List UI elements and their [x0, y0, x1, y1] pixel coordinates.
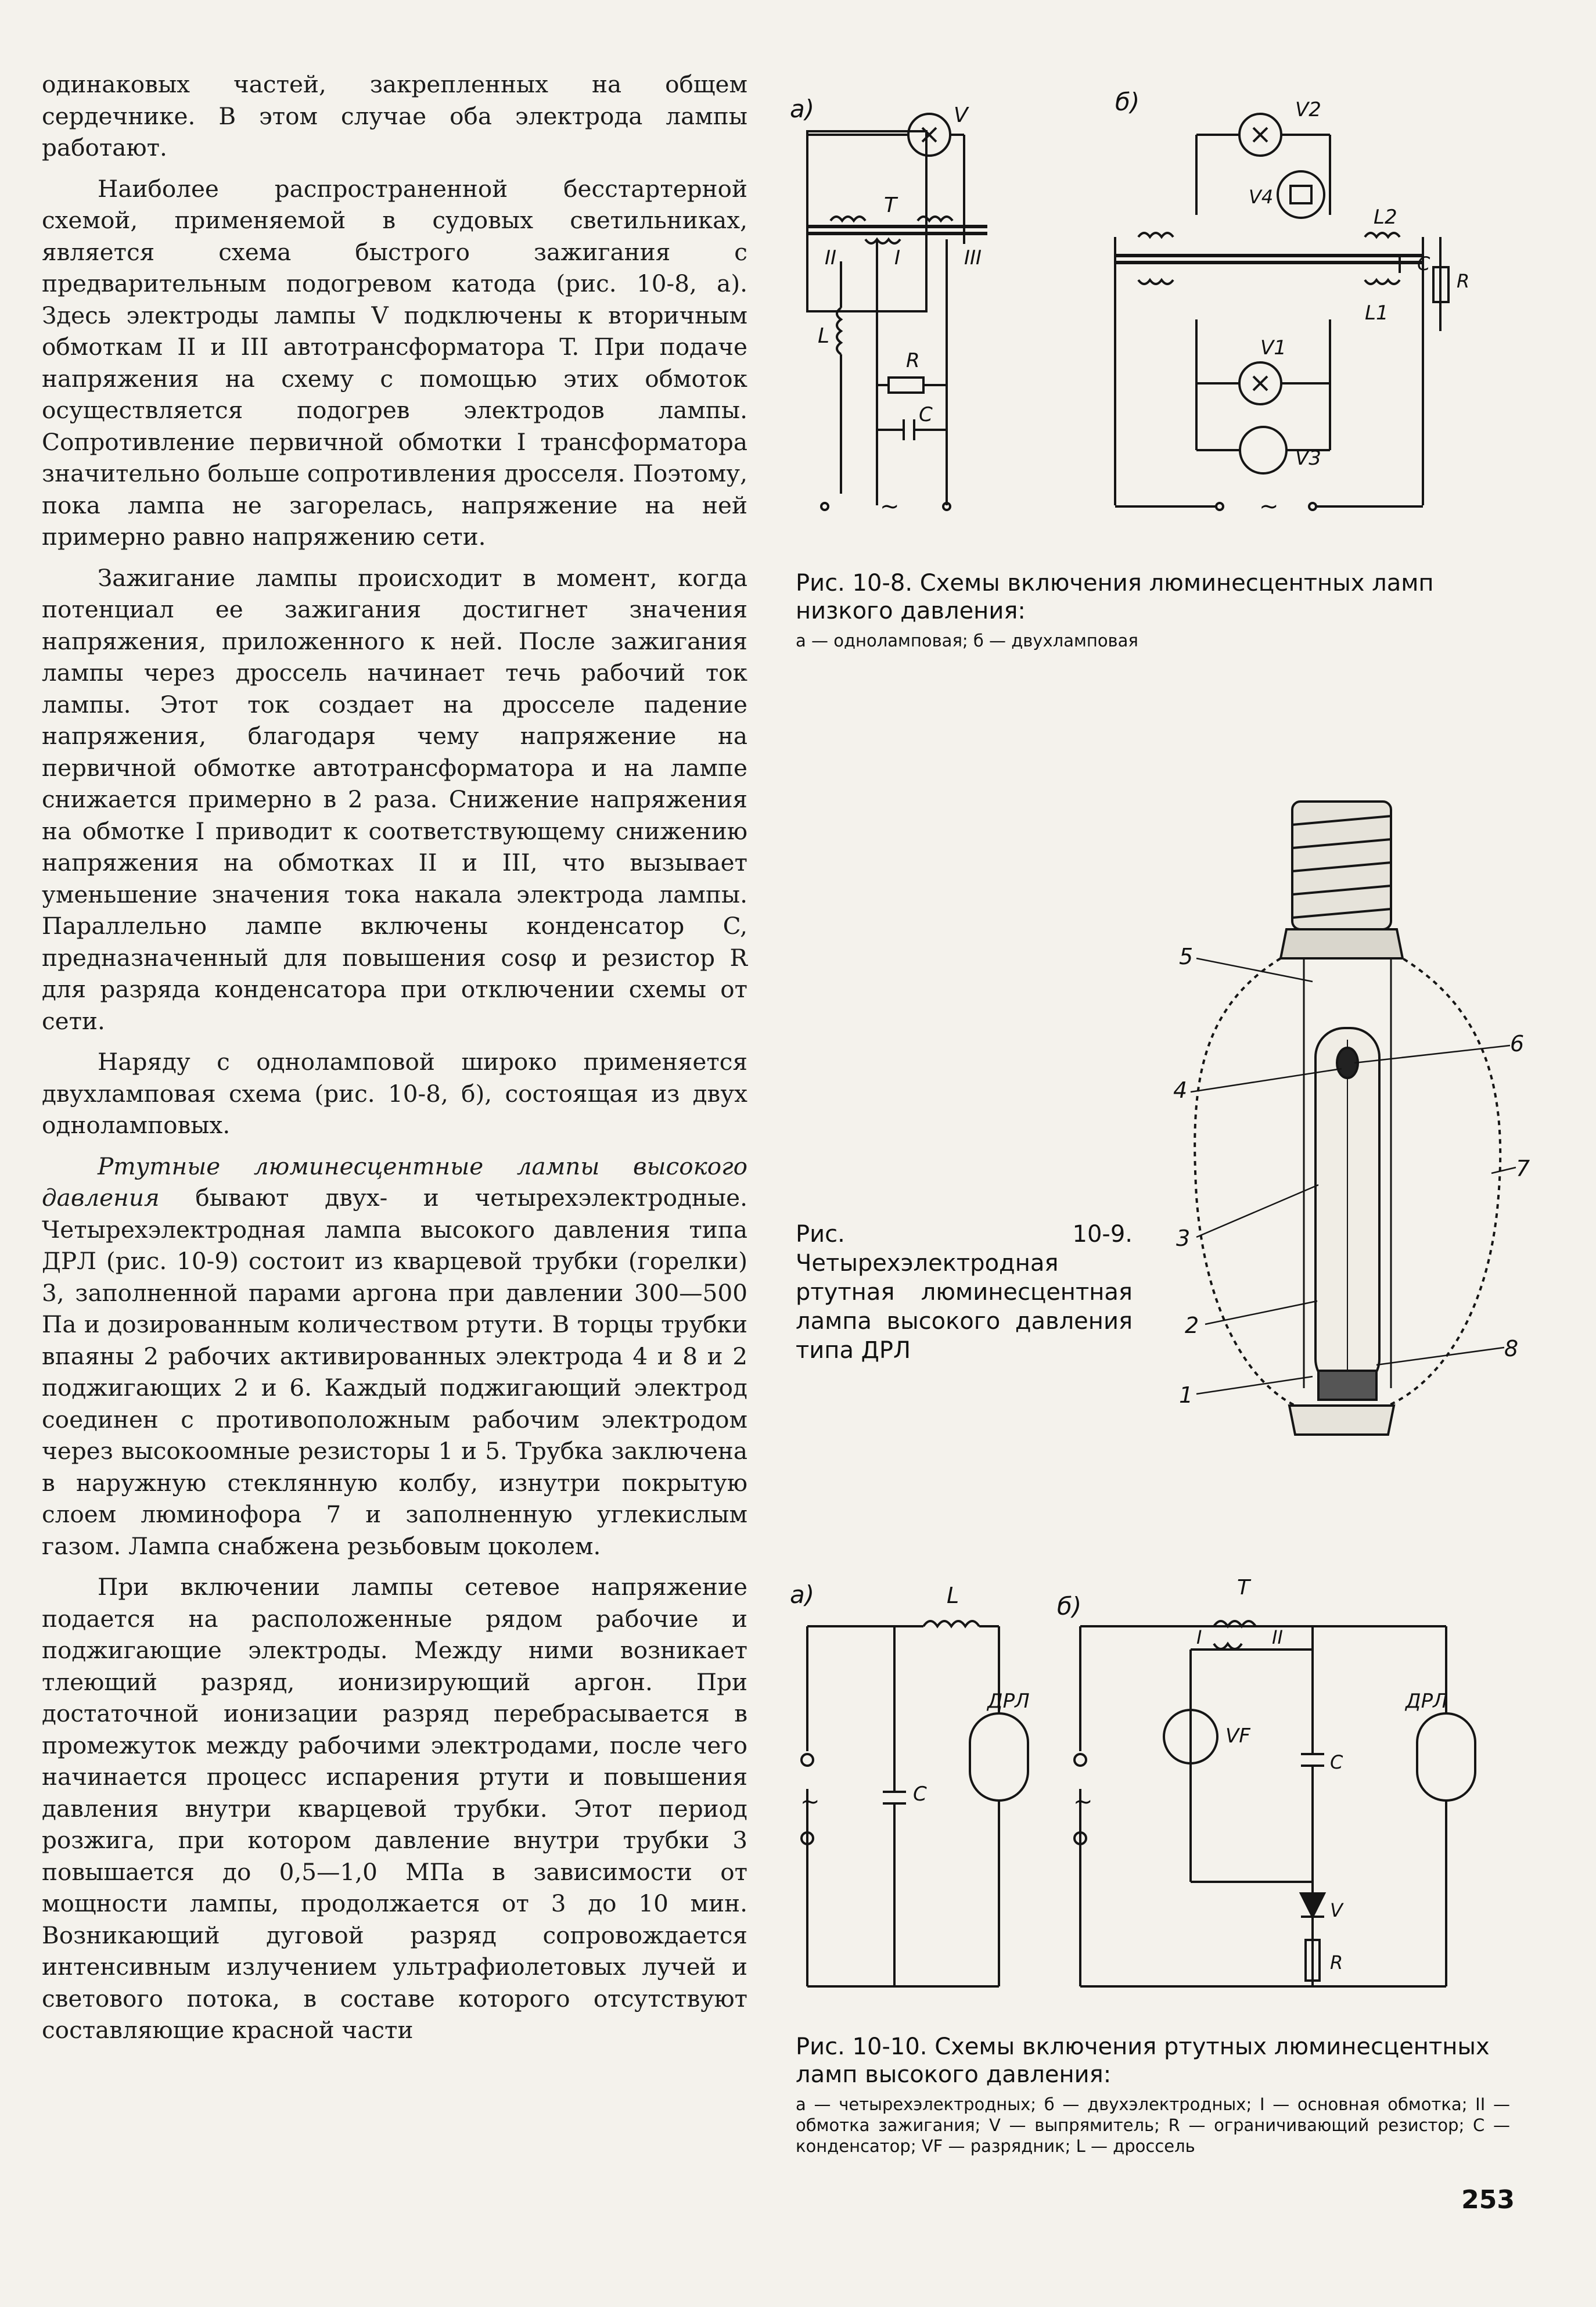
fig-10-10-label-ii: II — [1272, 1626, 1283, 1648]
fig-10-8-label-b: б) — [1115, 88, 1140, 116]
paragraph-2: Наиболее распространенной бесстартерной схемой, применяемой в судовых светильниках, является схема быстрого зажигания с предварительным подогревом катода (рис. 10-8, а). Здесь электроды лампы V подключены к вторичным обмоткам II и III автотрансформатора T. При подаче напряжения на схему с помощью этих обмоток осуществляется подогрев электродов лампы. Сопротивление первичной обмотки I трансформатора значительно больше сопротивления дросселя. Поэтому, пока лампа не загорелась, напряжение на ней примерно равно напряжению сети. — [42, 174, 747, 551]
paragraph-5-lead: Ртутные люминесцентные лампы высокого давления — [42, 1152, 747, 1212]
fig-10-8-label-rb: R — [1457, 270, 1470, 292]
paragraph-6: При включении лампы сетевое напряжение подается на расположенные рядом рабочие и поджигающие электроды. Между ними возникает тлеющий разряд, ионизирующий аргон. При достаточной ионизации разряд перебрасывается в промежуток между рабочими электродами, после чего начинается процесс испарения ртути и повышения давления внутри кварцевой трубки. Этот период розжига, при котором давление внутри трубки 3 повышается до 0,5—1,0 МПа в зависимости от мощности лампы, продолжается от 3 до 10 мин. Возникающий дуговой разряд сопровождается интенсивным излучением ультрафиолетовых лучей и светового потока, в составе которого отсутствуют составляющие красной части — [42, 1573, 747, 2044]
fig-10-10-label-vf: VF — [1225, 1724, 1250, 1748]
left-text-column — [42, 69, 747, 2056]
figure-10-9 — [1173, 790, 1533, 1440]
paragraph-5 — [42, 1151, 747, 1562]
fig-10-10-label-c: C — [913, 1783, 927, 1806]
fig-10-9-callout-4: 4 — [1173, 1077, 1188, 1103]
fig-10-8-label-c: C — [919, 403, 933, 426]
fig-10-8-label-t: T — [884, 193, 897, 217]
fig-10-10-diagram — [790, 1568, 1504, 2021]
fig-10-10-label-cb: C — [1330, 1751, 1343, 1773]
fig-10-10-label-i: I — [1196, 1626, 1202, 1648]
fig-10-8-label-i: I — [894, 246, 901, 269]
fig-10-8-label-r: R — [906, 349, 920, 372]
fig-10-10-subcaption: а — четырехэлектродных; б — двухэлектродных; I — основная обмотка; II — обмотка зажигания; V — выпрямитель; R — ограничивающий резистор; C — конденсатор; VF — разрядник; L — дроссель — [796, 2094, 1510, 2156]
fig-10-8-label-v2: V2 — [1295, 98, 1321, 121]
fig-10-9-callout-6: 6 — [1510, 1031, 1525, 1057]
fig-10-8-label-tilde-a: ~ — [880, 493, 900, 520]
fig-10-8-label-iii: III — [964, 246, 982, 269]
fig-10-8-diagram — [790, 87, 1504, 529]
fig-10-10-label-v: V — [1330, 1899, 1343, 1921]
fig-10-8-label-tilde-b: ~ — [1259, 493, 1279, 520]
fig-10-10-label-a: а) — [790, 1580, 815, 1609]
fig-10-9-callout-1: 1 — [1179, 1382, 1194, 1408]
fig-10-8-label-ii: II — [825, 246, 837, 269]
fig-10-9-callout-7: 7 — [1516, 1156, 1530, 1181]
fig-10-8-label-v: V — [954, 103, 968, 127]
fig-10-8-label-l: L — [818, 324, 830, 348]
fig-10-9-callout-8: 8 — [1504, 1336, 1519, 1361]
paragraph-4: Наряду с одноламповой широко применяется двухламповая схема (рис. 10-8, б), состоящая из двух одноламповых. — [42, 1048, 747, 1139]
fig-10-8-label-l2: L2 — [1374, 206, 1397, 229]
fig-10-10-label-r: R — [1330, 1952, 1343, 1974]
fig-10-10-label-tilde-a: ~ — [800, 1788, 820, 1815]
fig-10-10-label-tilde-b: ~ — [1073, 1788, 1093, 1815]
fig-10-9-callout-5: 5 — [1179, 944, 1194, 969]
fig-10-10-label-t: T — [1237, 1576, 1250, 1600]
fig-10-9-lamp-drawing — [1173, 790, 1533, 1440]
fig-10-9-callout-3: 3 — [1176, 1226, 1191, 1251]
fig-10-10-label-drlb: ДРЛ — [1406, 1690, 1448, 1713]
fig-10-8-label-l1: L1 — [1365, 301, 1389, 325]
figure-10-10 — [790, 1568, 1504, 2021]
fig-10-10-label-drl: ДРЛ — [987, 1690, 1030, 1713]
fig-10-9-callout-2: 2 — [1185, 1313, 1199, 1338]
paragraph-3: Зажигание лампы происходит в момент, когда потенциал ее зажигания достигнет значения напряжения, приложенного к ней. После зажигания лампы через дроссель начинает течь рабочий ток лампы. Этот ток создает на дросселе падение напряжения, благодаря чему напряжение на первичной обмотке автотрансформатора и на лампе снижается примерно в 2 раза. Снижение напряжения на обмотке I приводит к соответствующему снижению напряжения на обмотках II и III, что вызывает уменьшение значения тока накала электрода лампы. Параллельно лампе включены конденсатор C, предназначенный для повышения cosφ и резистор R для разряда конденсатора при отключении схемы от сети. — [42, 563, 747, 1035]
fig-10-10-label-l: L — [947, 1583, 959, 1608]
page-number: 253 — [1461, 2185, 1515, 2215]
fig-10-9-caption: Рис. 10-9. Четырехэлектродная ртутная люминесцентная лампа высокого давления типа ДРЛ — [796, 1221, 1133, 1364]
fig-10-8-subcaption: а — одноламповая; б — двухламповая — [796, 631, 1138, 651]
figure-10-8 — [790, 87, 1504, 529]
fig-10-8-label-a: а) — [790, 95, 815, 123]
fig-10-10-caption: Рис. 10-10. Схемы включения ртутных люминесцентных ламп высокого давления: — [796, 2033, 1490, 2088]
paragraph-5-body: бывают двух- и четырехэлектродные. Четырехэлектродная лампа высокого давления типа ДРЛ (рис. 10-9) состоит из кварцевой трубки (горелки) 3, заполненной парами аргона при давлении 300—500 Па и дозированным количеством ртути. В торцы трубки впаяны 2 рабочих активированных электрода 4 и 8 и 2 поджигающих 2 и 6. Каждый поджигающий электрод соединен с противоположным рабочим электродом через высокоомные резисторы 1 и 5. Трубка заключена в наружную стеклянную колбу, изнутри покрытую слоем люминофора 7 и заполненную углекислым газом. Лампа снабжена резьбовым цоколем. — [42, 1184, 747, 1560]
paragraph-1: одинаковых частей, закрепленных на общем сердечнике. В этом случае оба электрода лампы работают. — [42, 70, 747, 161]
fig-10-8-label-v1: V1 — [1260, 336, 1286, 360]
fig-10-8-label-v3: V3 — [1295, 447, 1321, 470]
fig-10-10-label-b: б) — [1057, 1592, 1082, 1620]
fig-10-8-caption: Рис. 10-8. Схемы включения люминесцентных ламп низкого давления: — [796, 570, 1434, 624]
fig-10-8-label-cb: C — [1417, 253, 1430, 275]
fig-10-8-label-v4: V4 — [1249, 186, 1274, 208]
